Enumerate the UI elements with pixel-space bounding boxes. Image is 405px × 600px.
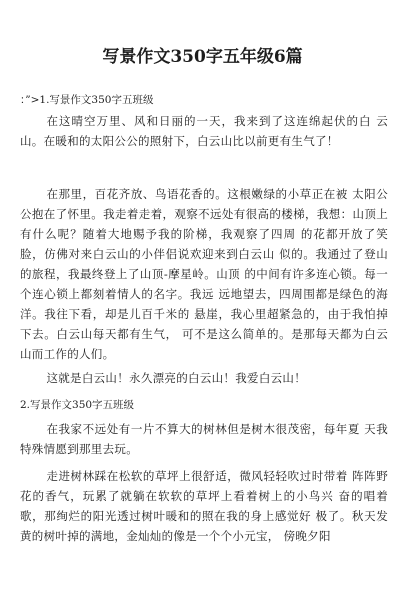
section-1-heading: ：”>1.写景作文350字五班级 <box>20 94 154 106</box>
section-2-paragraph-2: 走进树林踩在松软的草坪上很舒适，微风轻轻吹过时带着 阵阵野花的香气，玩累了就躺在软软的草坪上看着树上的小鸟兴 奋的唱着歌，那绚烂的阳光透过树叶暖和的照在我的身上感觉好 极了。秋天发黄的树叶掉的满地，金灿灿的像是一个个小元宝， 傍晚夕阳 <box>20 469 388 543</box>
section-2-paragraph-1: 在我家不远处有一片不算大的树林但是树木很茂密，每年夏 天我特殊情愿到那里去玩。 <box>20 422 388 456</box>
section-2-heading: 2.写景作文350字五班级 <box>20 399 135 411</box>
section-1-paragraph-2: 在那里，百花齐放、鸟语花香的。这根嫩绿的小草正在被 太阳公公抱在了怀里。我走着走着，观察不远处有很高的楼梯，我想：山顶上有什么呢？随着大地赐予我的阶梯，我观察了四周 的花都开放了笑脸，仿佛对来白云山的小伴侣说欢迎来到白云山 似的。我通过了登山的旅程，我最终登上了山顶-摩星岭。山顶 的中间有许多连心锁。每一个连心锁上都刻着情人的名字。我远 远地望去，四周围都是绿色的海洋。我往下看，却是儿百千米的 悬崖，我心里超紧急的，由于我怕掉下去。白云山每天都有生气， 可不是这么简单的。是那每天都为白云山而工作的人们。 <box>20 187 388 361</box>
section-1-paragraph-1: 在这晴空万里、风和日丽的一天，我来到了这连绵起伏的白 云山。在暖和的太阳公公的照射下，白云山比以前更有生气了！ <box>20 114 388 148</box>
document-title: 写景作文350字五年级6篇 <box>102 47 303 67</box>
section-1-paragraph-3: 这就是白云山！永久漂亮的白云山！我爱白云山！ <box>46 371 307 385</box>
